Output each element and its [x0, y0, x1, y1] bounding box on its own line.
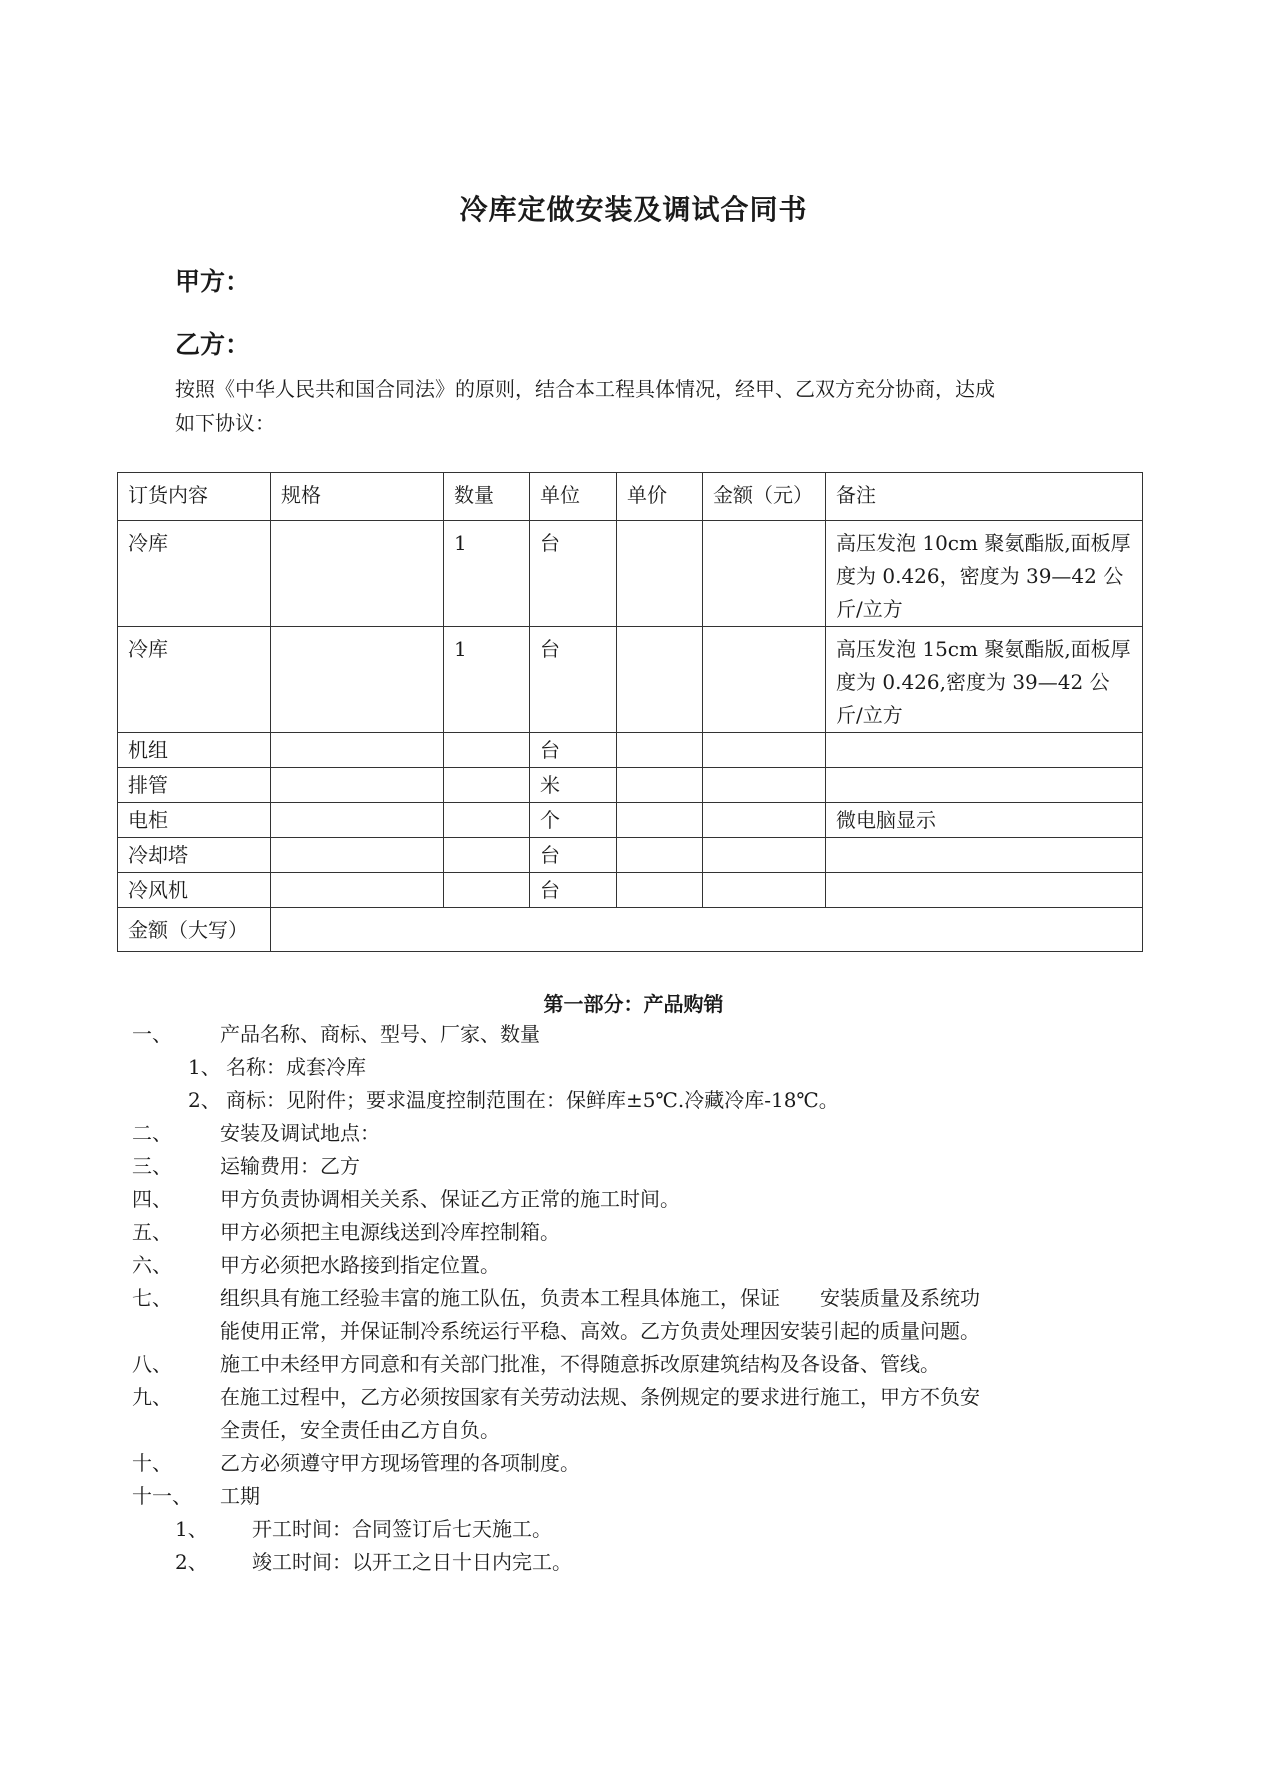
party-a-label: 甲方： — [175, 267, 251, 296]
price-cell — [617, 768, 703, 803]
unit-cell: 台 — [530, 627, 617, 733]
unit-cell: 台 — [530, 733, 617, 768]
clause-text: 商标：见附件；要求温度控制范围在：保鲜库±5℃.冷藏冷库-18℃。 — [226, 1088, 839, 1112]
item-cell: 冷库 — [118, 521, 271, 627]
spec-cell — [271, 521, 444, 627]
total-value-cell — [271, 908, 1143, 952]
clause-text: 施工中未经甲方同意和有关部门批准，不得随意拆改原建筑结构及各设备、管线。 — [220, 1352, 940, 1376]
table-row — [118, 521, 1143, 627]
clause-text: 安装及调试地点： — [220, 1121, 380, 1145]
clause-text: 工期 — [220, 1484, 260, 1508]
item-cell: 冷却塔 — [118, 838, 271, 873]
spec-cell — [271, 627, 444, 733]
price-cell — [617, 521, 703, 627]
clause-number: 五、 — [132, 1220, 172, 1244]
clause-text: 组织具有施工经验丰富的施工队伍，负责本工程具体施工，保证 安装质量及系统功 — [220, 1286, 980, 1310]
clause-number: 八、 — [132, 1352, 172, 1376]
header-cell: 订货内容 — [118, 473, 271, 521]
clause-number: 2、 — [175, 1550, 208, 1574]
amount-cell — [703, 521, 826, 627]
intro-line-1: 按照《中华人民共和国合同法》的原则，结合本工程具体情况，经甲、乙双方充分协商，达成 — [175, 377, 995, 401]
note-cell: 微电脑显示 — [826, 803, 1143, 838]
table-row — [118, 838, 1143, 873]
header-cell: 单位 — [530, 473, 617, 521]
clause-text: 产品名称、商标、型号、厂家、数量 — [220, 1022, 540, 1046]
clause-text: 甲方必须把主电源线送到冷库控制箱。 — [220, 1220, 560, 1244]
amount-cell — [703, 838, 826, 873]
table-header-row — [118, 473, 1143, 521]
unit-cell: 台 — [530, 838, 617, 873]
spec-cell — [271, 838, 444, 873]
clause-text: 竣工时间：以开工之日十日内完工。 — [252, 1550, 572, 1574]
amount-cell — [703, 873, 826, 908]
amount-cell — [703, 803, 826, 838]
header-cell: 备注 — [826, 473, 1143, 521]
note-cell — [826, 733, 1143, 768]
spec-cell — [271, 873, 444, 908]
clause-text: 开工时间：合同签订后七天施工。 — [252, 1517, 552, 1541]
item-cell: 冷库 — [118, 627, 271, 733]
spec-cell — [271, 768, 444, 803]
order-table — [117, 472, 1143, 952]
clause-number: 四、 — [132, 1187, 172, 1211]
clause-text: 甲方必须把水路接到指定位置。 — [220, 1253, 500, 1277]
table-row — [118, 627, 1143, 733]
header-cell: 单价 — [617, 473, 703, 521]
clause-text: 乙方必须遵守甲方现场管理的各项制度。 — [220, 1451, 580, 1475]
item-cell: 排管 — [118, 768, 271, 803]
unit-cell: 个 — [530, 803, 617, 838]
price-cell — [617, 803, 703, 838]
unit-cell: 台 — [530, 873, 617, 908]
item-cell: 电柜 — [118, 803, 271, 838]
total-row — [118, 908, 1143, 952]
qty-cell: 1 — [444, 627, 530, 733]
clause-text: 运输费用：乙方 — [220, 1154, 360, 1178]
clause-text: 甲方负责协调相关关系、保证乙方正常的施工时间。 — [220, 1187, 680, 1211]
clause-number: 2、 — [188, 1088, 221, 1112]
clause-number: 十一、 — [132, 1484, 192, 1508]
clause-number: 二、 — [132, 1121, 172, 1145]
item-cell: 冷风机 — [118, 873, 271, 908]
amount-cell — [703, 768, 826, 803]
qty-cell — [444, 873, 530, 908]
price-cell — [617, 627, 703, 733]
header-cell: 数量 — [444, 473, 530, 521]
unit-cell: 台 — [530, 521, 617, 627]
header-cell: 规格 — [271, 473, 444, 521]
intro-paragraph — [175, 372, 1105, 440]
clause-number: 七、 — [132, 1286, 172, 1310]
qty-cell — [444, 768, 530, 803]
clause-number: 一、 — [132, 1022, 172, 1046]
qty-cell — [444, 803, 530, 838]
spec-cell — [271, 733, 444, 768]
note-cell — [826, 838, 1143, 873]
total-label-cell: 金额（大写） — [118, 908, 271, 952]
clause-continuation: 全责任，安全责任由乙方自负。 — [220, 1418, 500, 1442]
clause-number: 十、 — [132, 1451, 172, 1475]
table-row — [118, 803, 1143, 838]
price-cell — [617, 838, 703, 873]
qty-cell: 1 — [444, 521, 530, 627]
note-cell — [826, 768, 1143, 803]
unit-cell: 米 — [530, 768, 617, 803]
spec-cell — [271, 803, 444, 838]
clause-continuation: 能使用正常，并保证制冷系统运行平稳、高效。乙方负责处理因安装引起的质量问题。 — [220, 1319, 980, 1343]
item-cell: 机组 — [118, 733, 271, 768]
qty-cell — [444, 733, 530, 768]
intro-line-2: 如下协议： — [175, 411, 275, 435]
note-cell: 高压发泡 15cm 聚氨酯版,面板厚度为 0.426,密度为 39—42 公斤/立方 — [826, 627, 1143, 733]
clause-number: 六、 — [132, 1253, 172, 1277]
clause-number: 九、 — [132, 1385, 172, 1409]
table-row — [118, 768, 1143, 803]
table-row — [118, 733, 1143, 768]
table-row — [118, 873, 1143, 908]
header-cell: 金额（元） — [703, 473, 826, 521]
clause-text: 在施工过程中，乙方必须按国家有关劳动法规、条例规定的要求进行施工，甲方不负安 — [220, 1385, 980, 1409]
qty-cell — [444, 838, 530, 873]
note-cell — [826, 873, 1143, 908]
document-title: 冷库定做安装及调试合同书 — [459, 193, 808, 226]
party-b-label: 乙方： — [175, 330, 251, 359]
clause-text: 名称：成套冷库 — [226, 1055, 366, 1079]
clause-number: 1、 — [175, 1517, 208, 1541]
clause-number: 1、 — [188, 1055, 221, 1079]
price-cell — [617, 733, 703, 768]
section-1-title: 第一部分：产品购销 — [543, 992, 724, 1016]
amount-cell — [703, 733, 826, 768]
amount-cell — [703, 627, 826, 733]
price-cell — [617, 873, 703, 908]
note-cell: 高压发泡 10cm 聚氨酯版,面板厚度为 0.426，密度为 39—42 公斤/立方 — [826, 521, 1143, 627]
clause-number: 三、 — [132, 1154, 172, 1178]
